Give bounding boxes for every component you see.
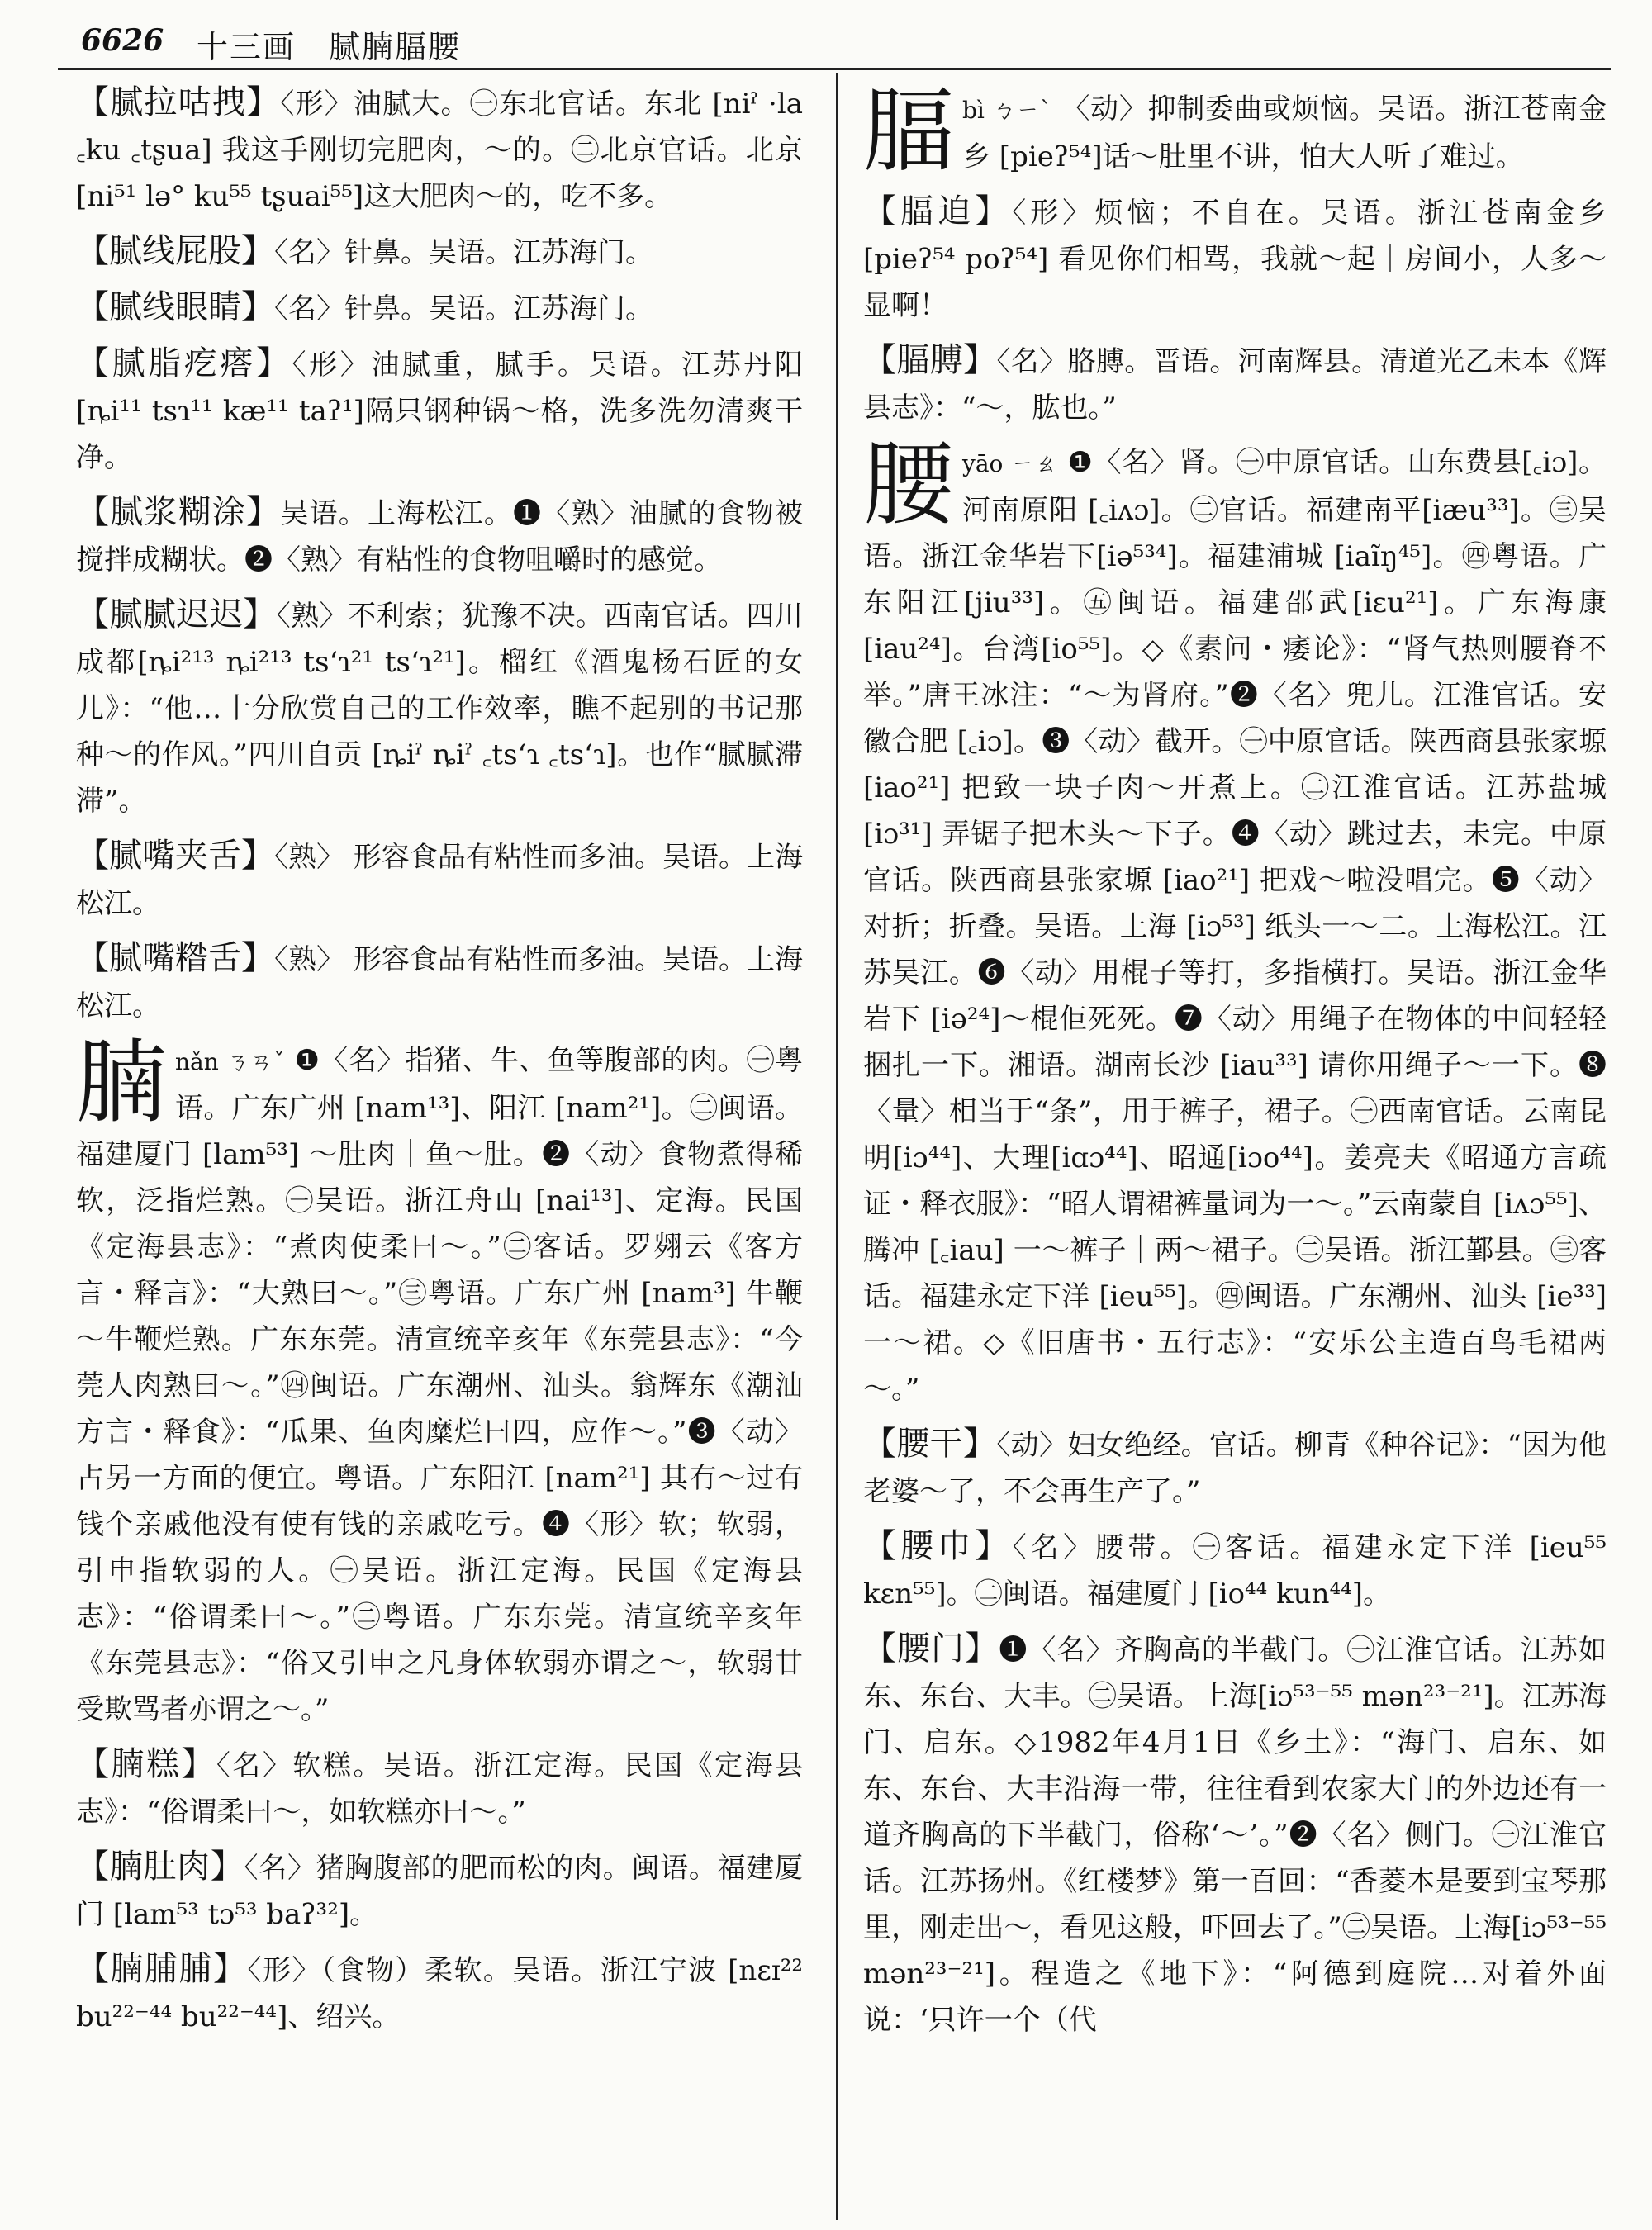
dictionary-entry (76, 340, 803, 481)
running-title: 十三画 腻腩腷腰 (197, 29, 462, 65)
pinyin: bì ㄅㄧˋ (962, 97, 1052, 124)
entry-headword: 【腻拉咕拽】 (76, 83, 281, 121)
entry-definition: 〈名〉猪胸腹部的肥而松的肉。闽语。福建厦门 [lam⁵³ tɔ⁵³ baʔ³²]。 (76, 1852, 804, 1931)
entry-definition: 〈名〉软糕。吴语。浙江定海。民国《定海县志》：“俗谓柔曰～，如软糕亦曰～。” (76, 1749, 804, 1829)
entry-definition: ❶〈名〉肾。㊀中原官话。山东费县[꜀iɔ]。河南原阳 [꜀iʌɔ]。㊁官话。福建南平[iæu³³]。㊂吴语。浙江金华岩下[iə⁵³⁴]。福建浦城 [iaĩŋ⁴⁵]。㊃粤语。广东阳江[jiu³³]。㊄闽语。福建邵武[iɛu²¹]。广东海康[iau²⁴]。台湾[io⁵⁵]。◇《素问・痿论》：“肾气热则腰脊不举。”唐王冰注：“～为肾府。”❷〈名〉兜儿。江淮官话。安徽合肥 [꜀iɔ]。❸〈动〉截开。㊀中原官话。陕西商县张家塬 [iao²¹] 把致一块子肉～开煮上。㊁江淮官话。江苏盐城 [iɔ³¹] 弄锯子把木头～下子。❹〈动〉跳过去，未完。中原官话。陕西商县张家塬 [iao²¹] 把戏～啦没唱完。❺〈动〉对折；折叠。吴语。上海 [iɔ⁵³] 纸头一～二。上海松江。江苏吴江。❻〈动〉用棍子等打，多指横打。吴语。浙江金华岩下 [iə²⁴]～棍佢死死。❼〈动〉用绳子在物体的中间轻轻捆扎一下。湘语。湖南长沙 [iau³³] 请你用绳子～一下。❽〈量〉相当于“条”，用于裤子，裙子。㊀西南官话。云南昆明[iɔ⁴⁴]、大理[iɑɔ⁴⁴]、昭通[iɔo⁴⁴]。姜亮夫《昭通方言疏证・释衣服》：“昭人谓裙裤量词为一～。”云南蒙自 [iʌɔ⁵⁵]、腾冲 [꜀iau] 一～裤子｜两～裙子。㊁吴语。浙江鄞县。㊂客话。福建永定下洋 [ieu⁵⁵]。㊃闽语。广东潮州、汕头 [ie³³] 一～裙。◇《旧唐书・五行志》：“安乐公主造百鸟毛裙两～。” (863, 446, 1607, 1406)
character-entry (863, 432, 1607, 1412)
entry-definition: 〈动〉妇女绝经。官话。柳青《种谷记》：“因为他老婆～了，不会再生产了。” (863, 1429, 1607, 1508)
entry-definition: 吴语。上海松江。❶〈熟〉油腻的食物被搅拌成糊状。❷〈熟〉有粘性的食物咀嚼时的感觉。 (76, 497, 804, 576)
head-character: 腷 (863, 78, 954, 184)
entry-definition: 〈熟〉不利索；犹豫不决。西南官话。四川成都[ȵi²¹³ ȵi²¹³ tsʻɿ²¹ tsʻɿ²¹]。榴红《酒鬼杨石匠的女儿》：“他…十分欣赏自己的工作效率，瞧不起别的书记那种～的作风。”四川自贡 [ȵiˀ ȵiˀ ꜀tsʻɿ ꜀tsʻɿ]。也作“腻腻滞滞”。 (76, 600, 803, 818)
head-character: 腩 (76, 1030, 167, 1136)
entry-definition: 〈形〉油腻重，腻手。吴语。江苏丹阳 [ȵi¹¹ tsɿ¹¹ kæ¹¹ taʔ¹]隔只钢种锅～格，洗多洗勿清爽干净。 (76, 349, 804, 474)
character-entry (76, 1030, 803, 1733)
entry-headword: 【腻脂疙瘩】 (76, 344, 292, 382)
page-number: 6626 (81, 23, 164, 58)
head-character: 腰 (863, 432, 954, 538)
dictionary-entry (863, 1523, 1607, 1617)
page-header (58, 15, 1611, 66)
header-rule (58, 68, 1611, 70)
entry-headword: 【腻浆糊涂】 (76, 493, 281, 531)
pinyin: nǎn ㄋㄢˇ (175, 1048, 286, 1075)
dictionary-entry (863, 1421, 1607, 1515)
entry-headword: 【腩糕】 (76, 1745, 216, 1783)
entry-definition: 〈熟〉 形容食品有粘性而多油。吴语。上海松江。 (76, 943, 803, 1022)
column-divider (836, 73, 838, 2220)
dictionary-entry (863, 1625, 1607, 2043)
entry-headword: 【腻腻迟迟】 (76, 595, 277, 633)
dictionary-entry (76, 935, 803, 1029)
entry-headword: 【腷膊】 (863, 341, 997, 379)
entry-definition: 〈名〉针鼻。吴语。江苏海门。 (274, 236, 653, 269)
dictionary-entry (76, 79, 803, 220)
dictionary-entry (863, 337, 1607, 431)
dictionary-entry (76, 1741, 803, 1835)
dictionary-entry (76, 284, 803, 332)
character-entry (863, 78, 1607, 184)
entry-headword: 【腷迫】 (863, 192, 1013, 230)
dictionary-entry (76, 228, 803, 276)
dictionary-entry (863, 188, 1607, 329)
entry-headword: 【腻嘴糌舌】 (76, 939, 275, 977)
entry-definition: 〈动〉抑制委曲或烦恼。吴语。浙江苍南金乡 [pieʔ⁵⁴]话～肚里不讲，怕大人听了难过。 (962, 93, 1607, 173)
entry-headword: 【腻线屁股】 (76, 232, 274, 270)
pinyin: yāo ㄧㄠ (962, 450, 1059, 477)
entry-definition: 〈熟〉 形容食品有粘性而多油。吴语。上海松江。 (76, 841, 803, 920)
right-column (863, 79, 1607, 2052)
dictionary-entry (76, 591, 803, 824)
entry-definition: 〈形〉（食物）柔软。吴语。浙江宁波 [nɛɪ²² bu²²⁻⁴⁴ bu²²⁻⁴⁴]、绍兴。 (76, 1954, 803, 2033)
entry-headword: 【腰门】 (863, 1630, 999, 1668)
entry-headword: 【腩肚肉】 (76, 1848, 244, 1886)
left-column (76, 79, 803, 2048)
entry-definition: 〈形〉烦恼；不自在。吴语。浙江苍南金乡 [pieʔ⁵⁴ poʔ⁵⁴] 看见你们相骂，我就～起｜房间小，人多～显啊！ (863, 197, 1607, 322)
entry-definition: 〈形〉油腻大。㊀东北官话。东北 [niˀ ·la ꜀ku ꜀tʂua] 我这手刚切完肥肉，～的。㊁北京官话。北京 [ni⁵¹ lə° ku⁵⁵ tʂuai⁵⁵]这大肥肉～的，吃不多。 (76, 88, 804, 213)
dictionary-entry (76, 489, 803, 583)
dictionary-entry (76, 833, 803, 927)
entry-headword: 【腰巾】 (863, 1527, 1013, 1565)
entry-definition: 〈名〉胳膊。晋语。河南辉县。清道光乙未本《辉县志》：“～，肱也。” (863, 345, 1607, 425)
entry-headword: 【腻线眼睛】 (76, 288, 274, 326)
entry-definition: 〈名〉腰带。㊀客话。福建永定下洋 [ieu⁵⁵ kɛn⁵⁵]。㊁闽语。福建厦门 [io⁴⁴ kun⁴⁴]。 (863, 1531, 1607, 1611)
entry-headword: 【腩脯脯】 (76, 1950, 248, 1988)
entry-definition: ❶〈名〉齐胸高的半截门。㊀江淮官话。江苏如东、东台、大丰。㊁吴语。上海[iɔ⁵³⁻⁵⁵ mən²³⁻²¹]。江苏海门、启东。◇1982年4月1日《乡土》：“海门、启东、如东、东台、大丰沿海一带，往往看到农家大门的外边还有一道齐胸高的下半截门，俗称‘～’。”❷〈名〉侧门。㊀江淮官话。江苏扬州。《红楼梦》第一百回：“香菱本是要到宝琴那里，刚走出～，看见这般，吓回去了。”㊁吴语。上海[iɔ⁵³⁻⁵⁵ mən²³⁻²¹]。程造之《地下》：“阿德到庭院…对着外面说：‘只许一个（代 (863, 1634, 1607, 2037)
dictionary-entry (76, 1946, 803, 2040)
entry-definition: ❶〈名〉指猪、牛、鱼等腹部的肉。㊀粤语。广东广州 [nam¹³]、阳江 [nam²¹]。㊁闽语。福建厦门 [lam⁵³] ～肚肉｜鱼～肚。❷〈动〉食物煮得稀软，泛指烂熟。㊀吴语。浙江舟山 [nai¹³]、定海。民国《定海县志》：“煮肉使柔曰～。”㊁客话。罗翙云《客方言・释言》：“大熟曰～。”㊂粤语。广东广州 [nam³] 牛鞭～牛鞭烂熟。广东东莞。清宣统辛亥年《东莞县志》：“今莞人肉熟曰～。”㊃闽语。广东潮州、汕头。翁辉东《潮汕方言・释食》：“瓜果、鱼肉糜烂曰四，应作～。”❸〈动〉占另一方面的便宜。粤语。广东阳江 [nam²¹] 其冇～过有钱个亲戚他没有使有钱的亲戚吃亏。❹〈形〉软；软弱，引申指软弱的人。㊀吴语。浙江定海。民国《定海县志》：“俗谓柔曰～。”㊁粤语。广东东莞。清宣统辛亥年《东莞县志》：“俗又引申之凡身体软弱亦谓之～，软弱甘受欺骂者亦谓之～。” (76, 1044, 803, 1726)
entry-headword: 【腰干】 (863, 1425, 997, 1463)
dictionary-entry (76, 1843, 803, 1938)
entry-definition: 〈名〉针鼻。吴语。江苏海门。 (274, 292, 653, 325)
entry-headword: 【腻嘴夹舌】 (76, 837, 275, 875)
